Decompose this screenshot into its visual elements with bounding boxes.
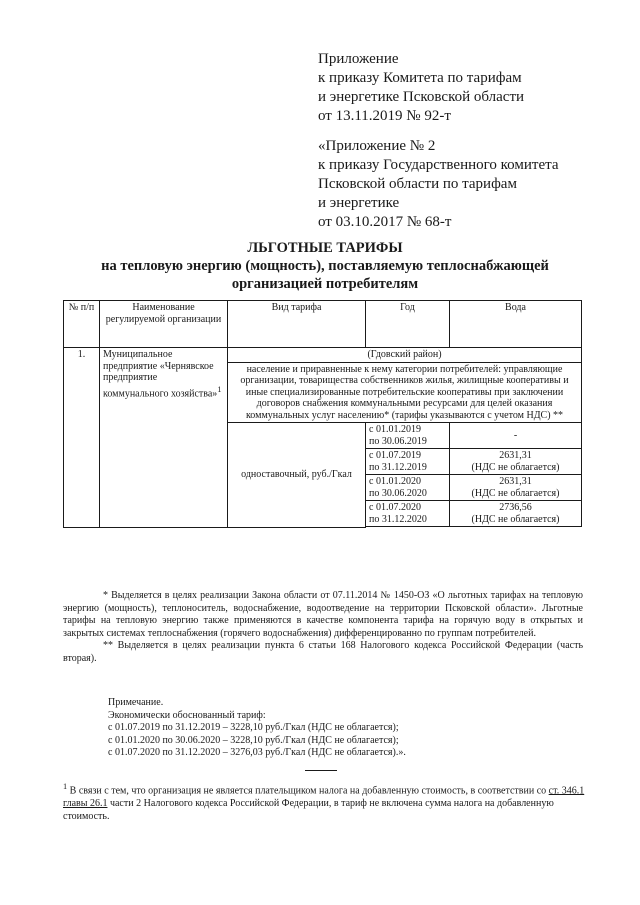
water-value-cell <box>450 501 582 527</box>
tax-code-article-link[interactable]: ст. 346.1 <box>548 785 585 797</box>
water-value: - <box>513 429 518 441</box>
district-cell: (Гдовский район) <box>228 348 582 363</box>
footnote-double-star: ** Выделяется в целях реализации пункта 6 статьи 168 Налогового кодекса Российской Федерации (часть вторая). <box>63 640 583 664</box>
table-header-row <box>64 301 582 348</box>
header-line: к приказу Государственного комитета <box>318 157 559 173</box>
remark-block <box>108 697 406 760</box>
water-value-cell <box>450 449 582 475</box>
document-subtitle: организацией потребителям <box>231 276 419 292</box>
period-to: по 31.12.2019 <box>369 461 427 473</box>
header-line: от 13.11.2019 № 92-т <box>318 108 451 124</box>
footnote-marker: 1 <box>63 782 68 791</box>
tariff-table <box>63 300 582 528</box>
period-cell <box>366 449 450 475</box>
filler-cell <box>450 527 582 528</box>
header-water: Вода <box>450 301 582 348</box>
footnote-text: части 2 Налогового кодекса Российской Федерации, в тариф не включена сумма налога на добавленную стоимость. <box>63 798 554 823</box>
header-org: Наименование регулируемой организации <box>100 301 228 348</box>
footnote-text: В связи с тем, что организация не является плательщиком налога на добавленную стоимость, в соответствии со <box>67 785 549 797</box>
tariff-kind-cell: одноставочный, руб./Гкал <box>228 423 366 528</box>
water-value: 2631,31 <box>499 450 532 461</box>
row-number: 1. <box>64 348 100 528</box>
period-from: с 01.07.2019 <box>369 450 421 461</box>
footnote-separator <box>305 770 337 771</box>
footnote-ref: 1 <box>217 384 222 394</box>
header-line: и энергетике Псковской области <box>318 89 525 105</box>
water-value-cell <box>450 423 582 449</box>
header-line: Приложение <box>318 51 399 67</box>
header-year: Год <box>366 301 450 348</box>
remark-title: Примечание. <box>108 697 164 708</box>
vat-note: (НДС не облагается) <box>471 461 560 473</box>
water-value: 2631,31 <box>499 476 532 487</box>
remark-line: с 01.07.2019 по 31.12.2019 – 3228,10 руб./Гкал (НДС не облагается); <box>108 722 399 733</box>
remark-subtitle: Экономически обоснованный тариф: <box>108 709 266 721</box>
water-value-cell <box>450 475 582 501</box>
organization-name <box>100 348 228 528</box>
period-cell <box>366 475 450 501</box>
vat-note: (НДС не облагается) <box>471 487 560 499</box>
footnote-star: * Выделяется в целях реализации Закона области от 07.11.2014 № 1450-ОЗ «О льготных тарифах на тепловую энергию (мощность), теплоноситель, водоснабжение, водоотведение на территории Псковской области». Льготные тарифы на тепловую энергию также применяются в качестве компонента тарифа на горячую воду в открытых и закрытых системах теплоснабжения (горячего водоснабжения) дифференцированно по группам потребителей. <box>63 590 583 639</box>
period-from: с 01.01.2019 <box>369 424 421 435</box>
header-line: и энергетике <box>318 195 400 211</box>
period-to: по 31.12.2020 <box>369 513 427 525</box>
period-from: с 01.07.2020 <box>369 502 421 513</box>
header-num: № п/п <box>64 301 100 348</box>
table-row <box>64 348 582 363</box>
organization-name-text: Муниципальное предприятие «Чернявское предприятие коммунального хозяйства» <box>103 349 218 399</box>
document-title: ЛЬГОТНЫЕ ТАРИФЫ <box>247 240 403 256</box>
header-tariff-type: Вид тарифа <box>228 301 366 348</box>
header-line: «Приложение № 2 <box>318 138 436 154</box>
remark-line: с 01.01.2020 по 30.06.2020 – 3228,10 руб./Гкал (НДС не облагается); <box>108 734 399 746</box>
period-cell <box>366 423 450 449</box>
period-from: с 01.01.2020 <box>369 476 421 487</box>
tax-code-chapter-link[interactable]: главы 26.1 <box>63 798 108 810</box>
consumer-category-cell: население и приравненные к нему категории потребителей: управляющие организации, товарищества собственников жилья, жилищные кооперативы и иные специализированные потребительские кооперативы при заключении договоров снабжения коммунальными ресурсами для целей оказания коммунальных услуг населению* (тарифы указываются с учетом НДС) ** <box>228 362 582 423</box>
appendix-header <box>318 50 524 126</box>
period-cell <box>366 501 450 527</box>
water-value: 2736,56 <box>499 502 532 513</box>
header-line: от 03.10.2017 № 68-т <box>318 214 452 230</box>
appendix-header-original <box>318 137 559 232</box>
header-line: к приказу Комитета по тарифам <box>318 70 522 86</box>
header-line: Псковской области по тарифам <box>318 176 517 192</box>
bottom-footnote <box>63 780 585 823</box>
document-subtitle: на тепловую энергию (мощность), поставляемую теплоснабжающей <box>101 258 549 274</box>
remark-line: с 01.07.2020 по 31.12.2020 – 3276,03 руб./Гкал (НДС не облагается).». <box>108 747 406 758</box>
vat-note: (НДС не облагается) <box>471 513 560 525</box>
period-to: по 30.06.2020 <box>369 487 427 499</box>
period-to: по 30.06.2019 <box>369 435 427 447</box>
filler-cell <box>366 527 450 528</box>
